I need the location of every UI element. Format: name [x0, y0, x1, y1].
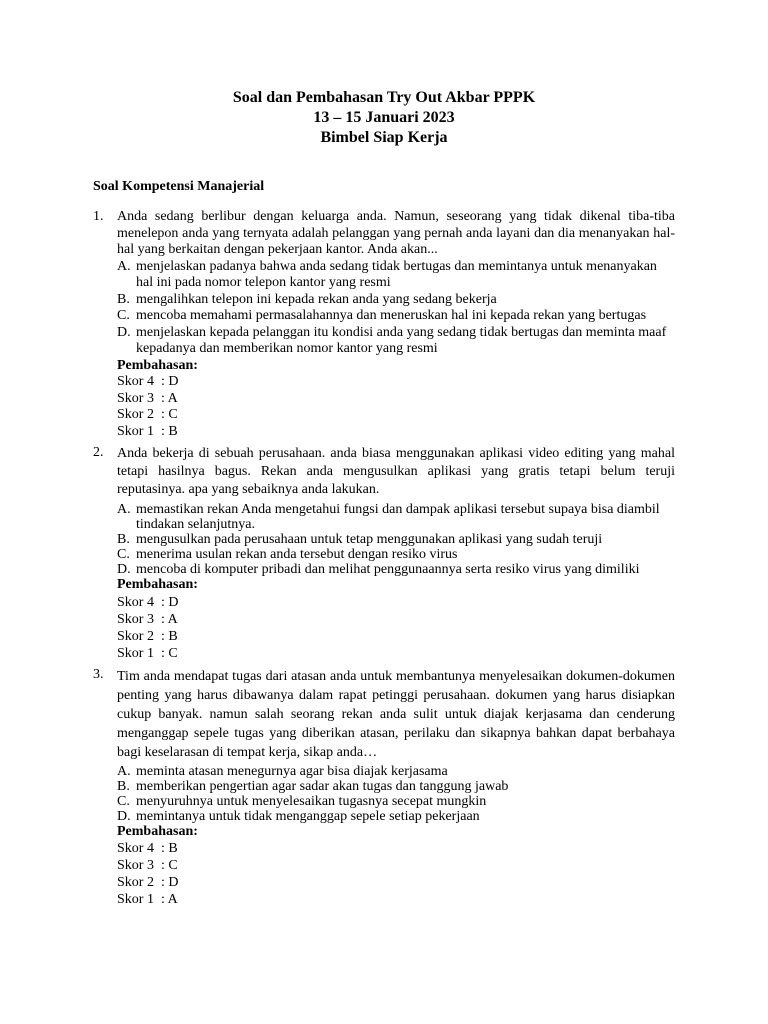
option-text: menjelaskan padanya bahwa anda sedang tidak bertugas dan memintanya untuk menanyakan hal ini pada nomor telepon kantor yang resmi [136, 258, 657, 290]
question-text: Tim anda mendapat tugas dari atasan anda untuk membantunya menyelesaikan dokumen-dokumen penting yang harus dibawanya dalam rapat petinggi perusahaan. dokumen yang harus disiapkan cukup banyak. namun salah seorang rekan anda sulit untuk diajak kerjasama dan cenderung menganggap sepele tugas yang diberikan atasan, perilaku dan sikapnya bahkan dapat berbahaya bagi keselarasan di tempat kerja, sikap anda… [117, 669, 675, 760]
option-text: memastikan rekan Anda mengetahui fungsi dan dampak aplikasi tersebut supaya bisa diambil tindakan selanjutnya. [136, 502, 660, 532]
option-d [117, 325, 675, 358]
document-header [0, 88, 768, 148]
score-line: Skor 1 : A [117, 892, 178, 907]
score-line: Skor 4 : B [117, 841, 178, 856]
option-letter: A. [117, 764, 131, 779]
section-title: Soal Kompetensi Manajerial [93, 179, 265, 194]
question-2 [93, 445, 675, 662]
option-text: meminta atasan menegurnya agar bisa diajak kerjasama [136, 764, 448, 779]
option-letter: B. [117, 291, 130, 307]
option-list [117, 764, 675, 824]
option-b [117, 779, 675, 794]
score-line: Skor 1 : C [117, 646, 178, 661]
option-d [117, 809, 675, 824]
score-line: Skor 3 : C [117, 858, 178, 873]
question-number: 2. [93, 445, 104, 460]
header-organizer: Bimbel Siap Kerja [320, 129, 448, 146]
option-text: menjelaskan kepada pelanggan itu kondisi anda yang sedang tidak bertugas dan meminta maaf kepadanya dan memberikan nomor kantor yang resmi [136, 324, 667, 356]
score-line: Skor 2 : C [117, 407, 178, 422]
question-number: 3. [93, 667, 104, 682]
score-line: Skor 3 : A [117, 612, 178, 627]
score-line: Skor 2 : D [117, 875, 179, 890]
question-text: Anda sedang berlibur dengan keluarga anda. Namun, seseorang yang tidak dikenal tiba-tiba menelepon anda yang ternyata adalah pelanggan yang pernah anda layani dan dia menanyakan hal-hal yang berkaitan dengan pekerjaan kantor. Anda akan... [117, 209, 675, 257]
score-line: Skor 4 : D [117, 374, 179, 389]
option-list [117, 259, 675, 358]
score-line: Skor 4 : D [117, 595, 179, 610]
option-letter: B. [117, 532, 130, 547]
option-letter: C. [117, 308, 130, 323]
option-d [117, 562, 675, 577]
option-text: menyuruhnya untuk menyelesaikan tugasnya secepat mungkin [136, 794, 487, 809]
question-1 [93, 209, 675, 440]
option-letter: B. [117, 779, 130, 794]
option-letter: D. [117, 324, 131, 340]
option-a [117, 502, 675, 532]
option-letter: A. [117, 502, 131, 517]
option-letter: A. [117, 258, 131, 274]
pembahasan-label: Pembahasan: [117, 824, 198, 839]
question-number: 1. [93, 209, 104, 224]
option-letter: C. [117, 547, 130, 562]
option-text: mencoba memahami permasalahannya dan meneruskan hal ini kepada rekan yang bertugas [136, 308, 647, 323]
option-text: mengusulkan pada perusahaan untuk tetap menggunakan aplikasi yang sudah teruji [136, 532, 603, 547]
question-text: Anda bekerja di sebuah perusahaan. anda biasa menggunakan aplikasi video editing yang mahal tetapi hasilnya bagus. Rekan anda mengusulkan aplikasi yang gratis tetapi belum teruji reputasinya. apa yang sebaiknya anda lakukan. [117, 446, 675, 497]
option-text: menerima usulan rekan anda tersebut dengan resiko virus [136, 547, 458, 562]
option-text: memintanya untuk tidak menganggap sepele setiap pekerjaan [136, 809, 480, 824]
score-line: Skor 3 : A [117, 390, 178, 406]
option-c [117, 794, 675, 809]
score-line: Skor 2 : B [117, 629, 178, 644]
header-title: Soal dan Pembahasan Try Out Akbar PPPK [232, 89, 536, 106]
option-a [117, 259, 675, 292]
score-line: Skor 1 : B [117, 423, 178, 439]
header-date: 13 – 15 Januari 2023 [313, 109, 455, 126]
option-b [117, 292, 675, 309]
option-c [117, 308, 675, 325]
pembahasan-label: Pembahasan: [117, 577, 198, 592]
option-letter: C. [117, 794, 130, 809]
option-text: mengalihkan telepon ini kepada rekan anda yang sedang bekerja [136, 291, 497, 307]
option-text: memberikan pengertian agar sadar akan tugas dan tanggung jawab [136, 779, 509, 794]
option-a [117, 764, 675, 779]
option-list [117, 502, 675, 577]
option-b [117, 532, 675, 547]
question-3 [93, 667, 675, 908]
option-letter: D. [117, 809, 131, 824]
pembahasan-label: Pembahasan: [117, 357, 198, 373]
option-letter: D. [117, 562, 131, 577]
option-c [117, 547, 675, 562]
option-text: mencoba di komputer pribadi dan melihat penggunaannya serta resiko virus yang dimiliki [136, 562, 640, 577]
